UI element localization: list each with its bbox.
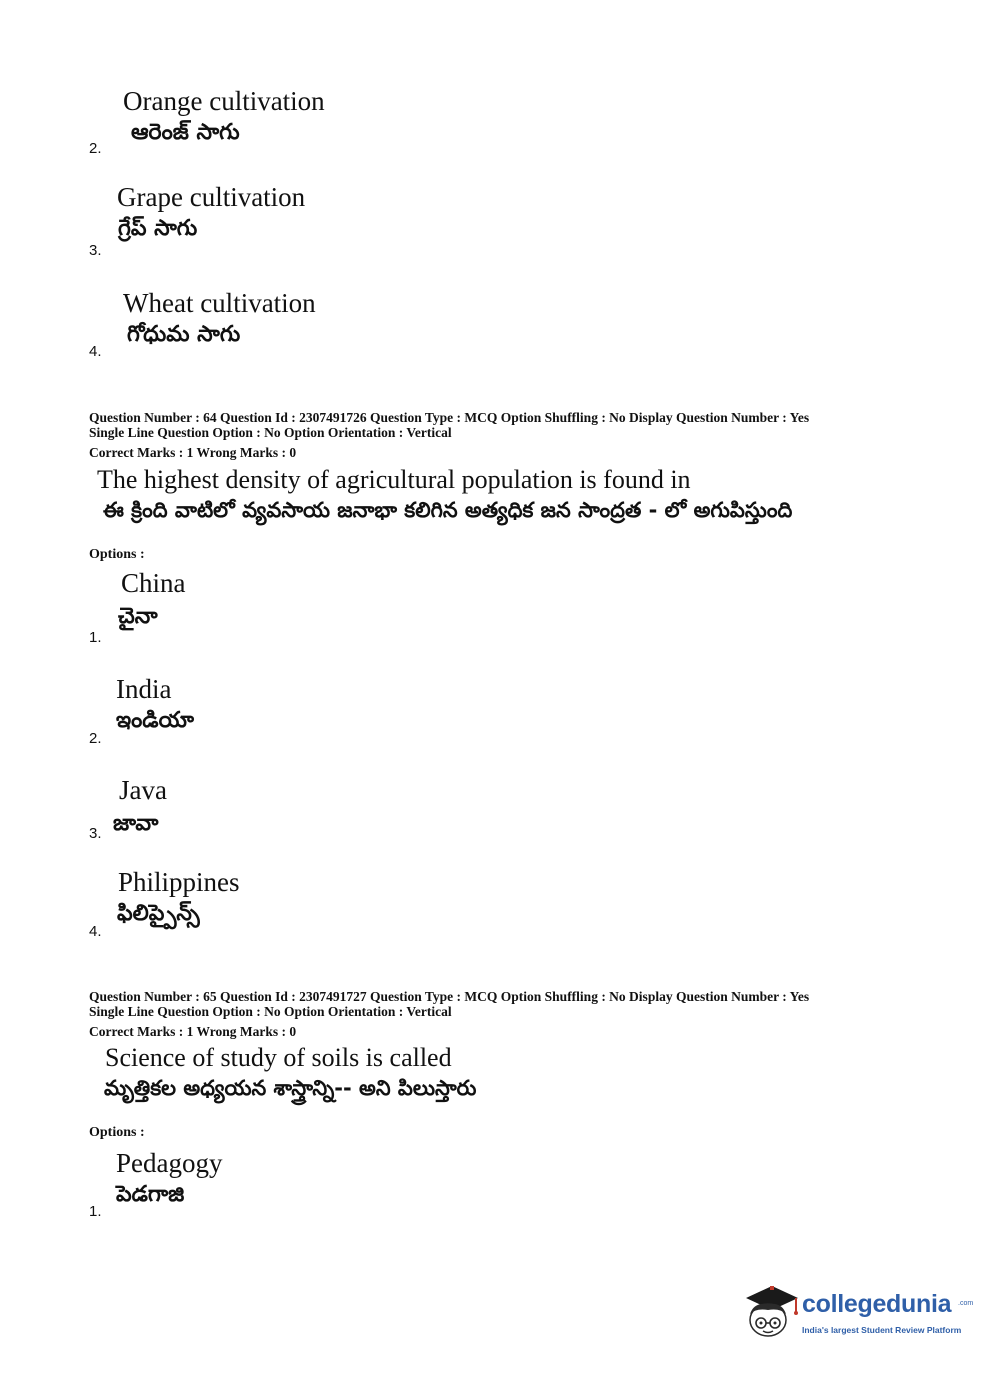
q64-option-4-telugu: ఫిలిప్పైన్స్: [117, 901, 200, 926]
q65-question-telugu: మృత్తికల అధ్యయన శాస్త్రాన్ని-- అని పిలుస్తారు: [104, 1076, 477, 1100]
collegedunia-logo[interactable]: [740, 1280, 980, 1350]
q64-question-english: The highest density of agricultural population is found in: [97, 465, 691, 494]
q64-option-1-number: 1.: [89, 629, 102, 646]
q64-option-1-telugu: చైనా: [118, 604, 158, 629]
option-4-number: 4.: [89, 343, 102, 360]
q65-meta-line1: Question Number : 65 Question Id : 2307491727 Question Type : MCQ Option Shuffling : No Display Question Number : Yes: [89, 989, 810, 1004]
q65-option-1-telugu: పెడగాజి: [116, 1182, 185, 1207]
q64-option-4-english: Philippines: [118, 867, 240, 897]
brand-tagline: India's largest Student Review Platform: [802, 1325, 962, 1335]
q64-option-1-english: China: [121, 568, 186, 598]
q64-meta-line2: Single Line Question Option : No Option Orientation : Vertical: [89, 425, 452, 440]
q64-option-4-number: 4.: [89, 923, 102, 940]
q64-marks: Correct Marks : 1 Wrong Marks : 0: [89, 445, 297, 460]
option-3-number: 3.: [89, 242, 102, 259]
option-2-number: 2.: [89, 140, 102, 157]
q65-option-1-number: 1.: [89, 1203, 102, 1220]
q65-meta-line2: Single Line Question Option : No Option Orientation : Vertical: [89, 1004, 452, 1019]
q64-option-3-english: Java: [119, 775, 167, 805]
q65-question-english: Science of study of soils is called: [105, 1043, 452, 1072]
q64-option-3-telugu: జావా: [113, 811, 159, 836]
q64-options-label: Options :: [89, 547, 145, 562]
option-2-english: Orange cultivation: [123, 86, 325, 116]
q65-option-1-english: Pedagogy: [116, 1148, 223, 1178]
q64-meta-line1: Question Number : 64 Question Id : 2307491726 Question Type : MCQ Option Shuffling : No Display Question Number : Yes: [89, 410, 810, 425]
q64-question-telugu: ఈ క్రింది వాటిలో వ్యవసాయ జనాభా కలిగిన అత్యధిక జన సాంద్రత - లో అగుపిస్తుంది: [103, 498, 793, 522]
q64-option-2-telugu: ఇండియా: [116, 708, 194, 733]
brand-tld: .com: [958, 1300, 974, 1307]
mascot-icon: [740, 1280, 802, 1350]
option-2-telugu: ఆరెంజ్ సాగు: [131, 120, 240, 145]
option-4-telugu: గోధుమ సాగు: [127, 322, 241, 347]
q64-option-2-english: India: [116, 674, 172, 704]
option-4-english: Wheat cultivation: [123, 288, 316, 318]
q65-marks: Correct Marks : 1 Wrong Marks : 0: [89, 1024, 297, 1039]
option-3-telugu: గ్రేప్ సాగు: [118, 216, 198, 241]
brand-name: collegedunia: [802, 1290, 952, 1318]
q65-options-label: Options :: [89, 1125, 145, 1140]
option-3-english: Grape cultivation: [117, 182, 306, 212]
q64-option-3-number: 3.: [89, 825, 102, 842]
q64-option-2-number: 2.: [89, 730, 102, 747]
